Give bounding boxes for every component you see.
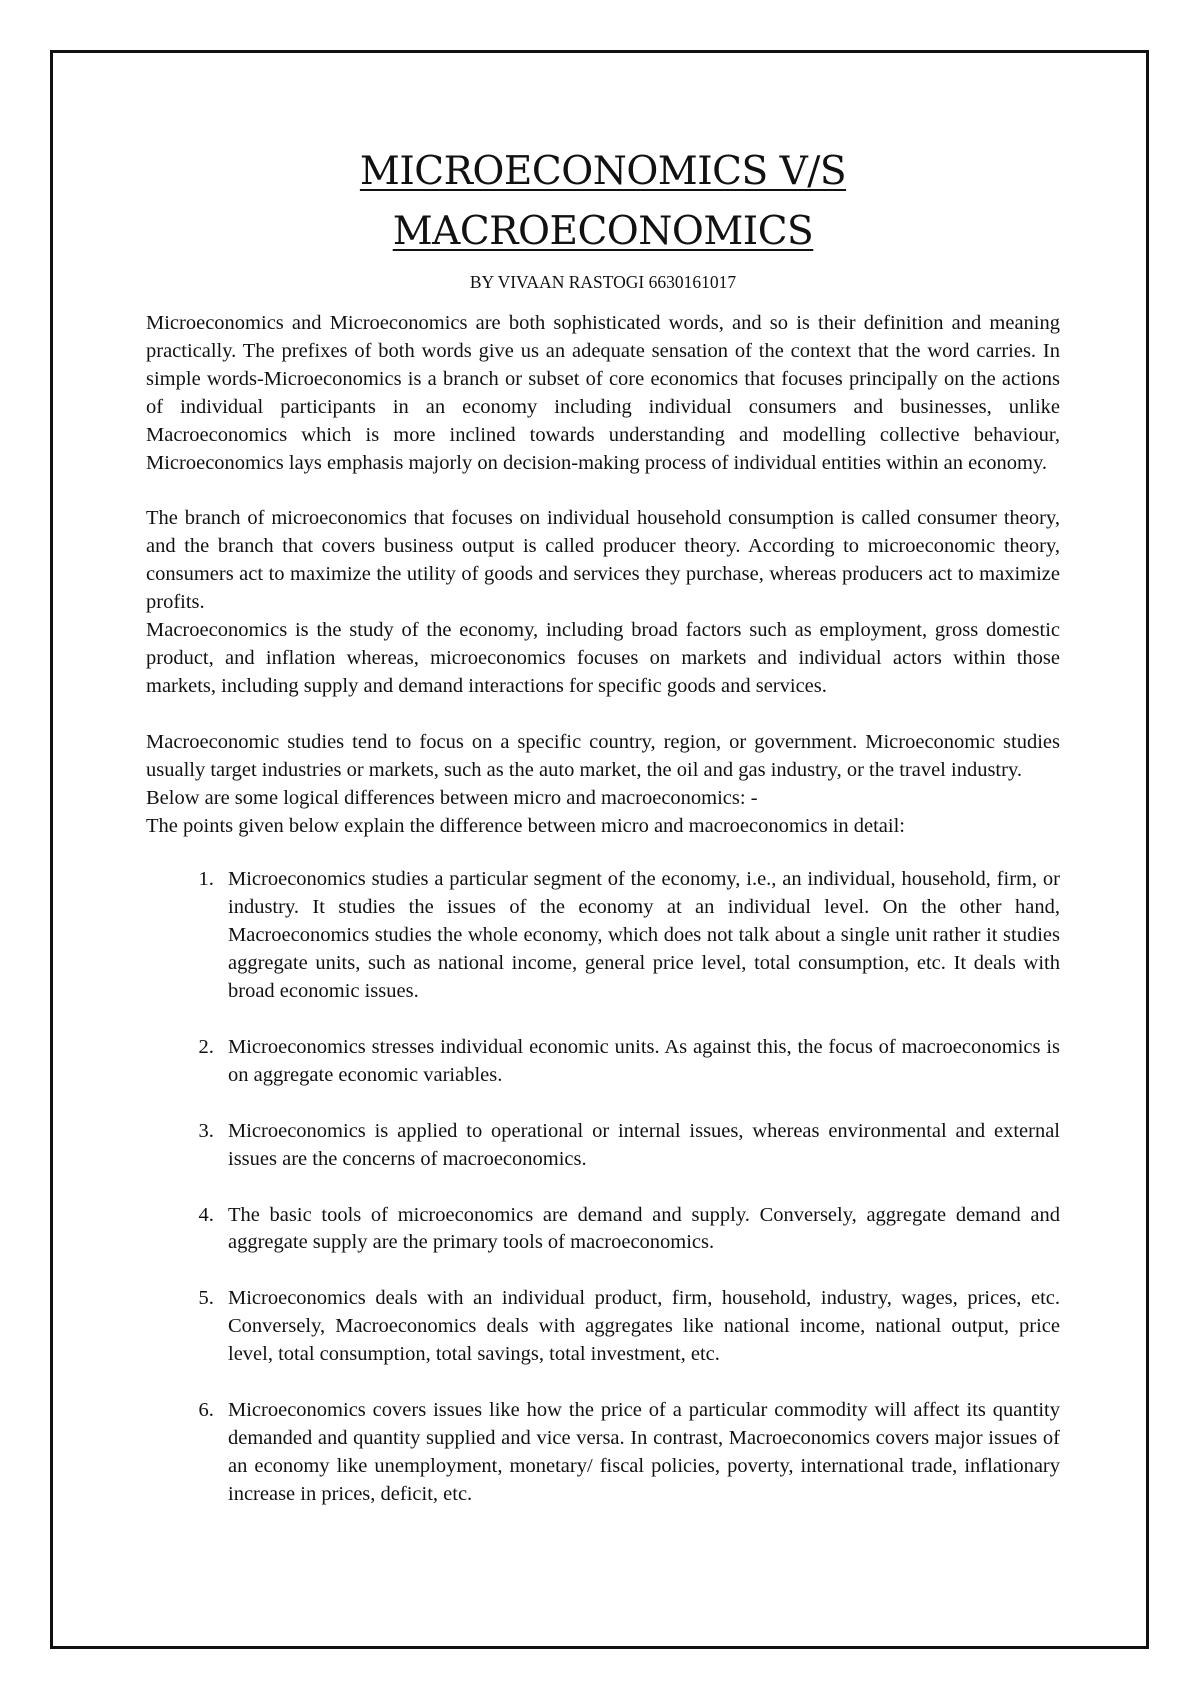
list-item: 1. Microeconomics studies a particular segment of the economy, i.e., an individual, household, firm, or industry. It studies the issues of the economy at an individual level. On the other hand, Macroeconomics studies the whole economy, which does not talk about a single unit rather it studies aggregate units, such as national income, general price level, total consumption, etc. It deals with broad economic issues. — [219, 866, 1060, 1006]
document-body — [146, 142, 1060, 1509]
document-title: MICROECONOMICS V/S MACROECONOMICS — [359, 149, 847, 254]
paragraph-gap — [146, 701, 1060, 729]
points-intro-line: The points given below explain the difference between micro and macroeconomics in detail: — [146, 814, 905, 837]
list-item: 6. Microeconomics covers issues like how the price of a particular commodity will affect its quantity demanded and quantity supplied and vice versa. In contrast, Macroeconomics covers major issues of an economy like unemployment, monetary/ fiscal policies, poverty, international trade, inflationary increase in prices, deficit, etc. — [219, 1397, 1060, 1509]
list-item: 3. Microeconomics is applied to operational or internal issues, whereas environmental and external issues are the concerns of macroeconomics. — [219, 1118, 1060, 1174]
studies-focus-paragraph: Macroeconomic studies tend to focus on a specific country, region, or government. Microeconomic studies usually target industries or markets, such as the auto market, the oil and gas industry, or the travel industry. — [146, 730, 1060, 781]
list-item: 5. Microeconomics deals with an individual product, firm, household, industry, wages, prices, etc. Conversely, Macroeconomics deals with aggregates like national income, national output, price level, total consumption, total savings, total investment, etc. — [219, 1285, 1060, 1369]
list-item: 2. Microeconomics stresses individual economic units. As against this, the focus of macroeconomics is on aggregate economic variables. — [219, 1034, 1060, 1090]
differences-intro-line: Below are some logical differences between micro and macroeconomics: - — [146, 786, 758, 809]
intro-paragraph: Microeconomics and Microeconomics are both sophisticated words, and so is their definition and meaning practically. The prefixes of both words give us an adequate sensation of the context that the word carries. In simple words-Microeconomics is a branch or subset of core economics that focuses principally on the actions of individual participants in an economy including individual consumers and businesses, unlike Macroeconomics which is more inclined towards understanding and modelling collective behaviour, Microeconomics lays emphasis majorly on decision-making process of individual entities within an economy. — [146, 312, 1060, 474]
differences-list — [146, 866, 1060, 1508]
macro-definition-paragraph: Macroeconomics is the study of the economy, including broad factors such as employment, gross domestic product, and inflation whereas, microeconomics focuses on markets and individual actors within those markets, including supply and demand interactions for specific goods and services. — [146, 619, 1060, 697]
paragraph-gap — [146, 477, 1060, 505]
consumer-producer-paragraph: The branch of microeconomics that focuses on individual household consumption is called consumer theory, and the branch that covers business output is called producer theory. According to microeconomic theory, consumers act to maximize the utility of goods and services they purchase, whereas producers act to maximize profits. — [146, 507, 1060, 614]
author-byline: BY VIVAAN RASTOGI 6630161017 — [469, 272, 737, 292]
list-item: 4. The basic tools of microeconomics are demand and supply. Conversely, aggregate demand and aggregate supply are the primary tools of macroeconomics. — [219, 1202, 1060, 1258]
